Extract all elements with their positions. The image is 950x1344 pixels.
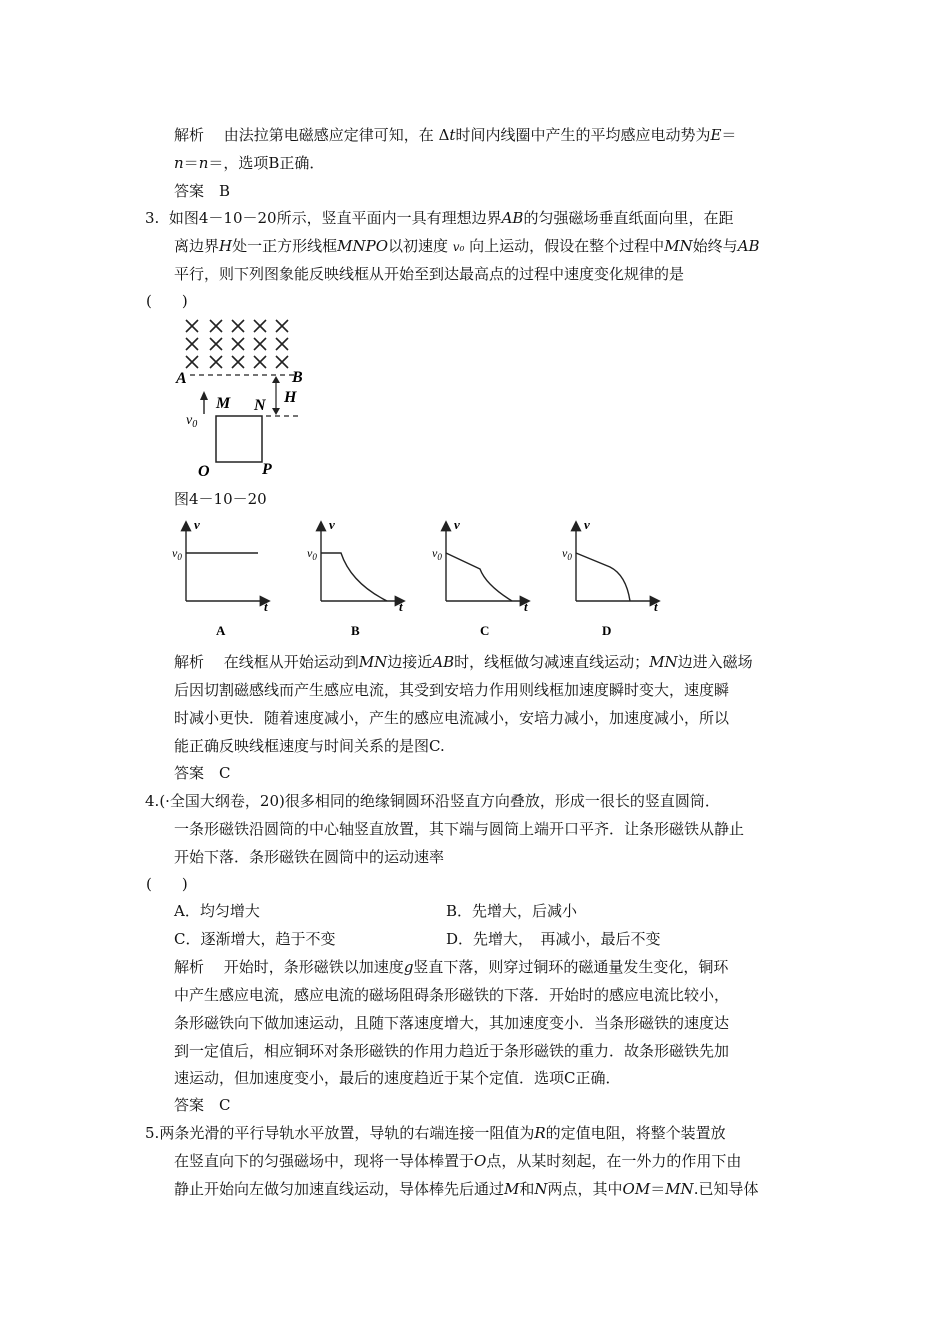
q5-stem-line-2: 在竖直向下的匀强磁场中，现将一导体棒置于O点，从某时刻起，在一外力的作用下由 [174, 1152, 742, 1170]
q4-analysis-line-5: 速运动，但加速度变小，最后的速度趋近于某个定值．选项C正确． [174, 1069, 621, 1087]
label-v0: $v_0$ [186, 413, 198, 430]
q3-stem-line-2: 离边界H处一正方形线框MNPO以初速度 v₀ 向上运动，假设在整个过程中MN始终与AB [174, 237, 760, 255]
q2-analysis-line-2: n＝n＝，选项B正确． [174, 154, 325, 172]
q4-stem-line-1: 4.(·全国大纲卷，20)很多相同的绝缘铜圆环沿竖直方向叠放，形成一很长的竖直圆筒． [145, 792, 720, 810]
option-label-C: C [480, 623, 490, 638]
question-number: 3. [145, 209, 160, 227]
square-loop-MNPO [216, 416, 262, 462]
q3-analysis-line-3: 时减小更快．随着速度减小，产生的感应电流减小，安培力减小，加速度减小，所以 [174, 709, 730, 727]
q3-stem-line-1: 3. 如图4－10－20所示，竖直平面内一具有理想边界AB的匀强磁场垂直纸面向里，在距 [145, 209, 734, 227]
label-B: B [292, 369, 303, 386]
q3-answer: 答案 C [174, 764, 231, 782]
label-P: P [262, 461, 272, 478]
curve-B [321, 553, 387, 601]
option-label-A: A [216, 623, 226, 638]
q4-stem-line-2: 一条形磁铁沿圆筒的中心轴竖直放置，其下端与圆筒上端开口平齐．让条形磁铁从静止 [174, 820, 745, 838]
q4-option-a: A．均匀增大 [174, 902, 260, 920]
q5-stem-line-1: 5.两条光滑的平行导轨水平放置，导轨的右端连接一阻值为R的定值电阻，将整个装置放 [145, 1124, 726, 1142]
svg-text:v0: $v_0$ [172, 546, 182, 562]
option-label-D: D [602, 623, 612, 638]
label-A: A [176, 370, 187, 387]
q5-stem-line-3: 静止开始向左做匀加速直线运动，导体棒先后通过M和N两点，其中OM＝MN.已知导体 [174, 1180, 759, 1198]
svg-text:v0: $v_0$ [562, 546, 572, 562]
q3-analysis-line-1: 解析 在线框从开始运动到MN边接近AB时，线框做匀减速直线运动；MN边进入磁场 [174, 653, 753, 671]
label-H: H [284, 389, 297, 406]
analysis-label: 解析 [174, 126, 205, 144]
svg-text:v0: $v_0$ [307, 546, 317, 562]
figure-caption: 图4－10－20 [174, 490, 267, 508]
graph-A [172, 517, 268, 638]
svg-text:t: t [264, 599, 268, 614]
q4-answer-paren: ( ) [146, 875, 188, 893]
svg-text:v0: $v_0$ [432, 546, 442, 562]
q4-option-b: B．先增大，后减小 [446, 902, 578, 920]
svg-text:v: v [329, 517, 335, 532]
svg-text:v: v [454, 517, 460, 532]
label-N: N [254, 397, 266, 414]
q4-analysis-line-1: 解析 开始时，条形磁铁以加速度g竖直下落，则穿过铜环的磁通量发生变化，铜环 [174, 958, 729, 976]
label-M: M [216, 395, 231, 412]
q3-analysis-line-4: 能正确反映线框速度与时间关系的是图C. [174, 737, 445, 755]
graph-B [307, 517, 403, 638]
label-O: O [198, 463, 210, 480]
q3-analysis-line-2: 后因切割磁感线而产生感应电流，其受到安培力作用则线框加速度瞬时变大，速度瞬 [174, 681, 730, 699]
svg-text:v: v [584, 517, 590, 532]
q4-analysis-line-3: 条形磁铁向下做加速运动，且随下落速度增大，其加速度变小．当条形磁铁的速度达 [174, 1014, 730, 1032]
graph-D [562, 517, 658, 638]
q3-answer-paren: ( ) [146, 292, 188, 310]
q2-answer: 答案 B [174, 182, 231, 200]
q4-answer: 答案 C [174, 1096, 231, 1114]
curve-D [576, 553, 630, 601]
magnetic-field-figure [170, 312, 310, 482]
svg-text:v: v [194, 517, 200, 532]
curve-C [446, 553, 512, 601]
field-crosses [186, 320, 288, 368]
svg-text:t: t [524, 599, 528, 614]
q4-option-d: D．先增大， 再减小，最后不变 [446, 930, 661, 948]
vt-graph-options [160, 515, 680, 645]
q4-analysis-line-2: 中产生感应电流，感应电流的磁场阻碍条形磁铁的下落．开始时的感应电流比较小， [174, 986, 730, 1004]
q3-stem-line-3: 平行，则下列图象能反映线框从开始至到达最高点的过程中速度变化规律的是 [174, 265, 685, 283]
q4-stem-line-3: 开始下落．条形磁铁在圆筒中的运动速率 [174, 848, 445, 866]
svg-text:t: t [654, 599, 658, 614]
q4-analysis-line-4: 到一定值后，相应铜环对条形磁铁的作用力趋近于条形磁铁的重力．故条形磁铁先加 [174, 1042, 730, 1060]
question-number: 4. [145, 792, 160, 810]
svg-text:t: t [399, 599, 403, 614]
graph-C [432, 517, 528, 638]
q2-analysis-line-1: 解析 由法拉第电磁感应定律可知，在 Δt时间内线圈中产生的平均感应电动势为E＝ [174, 126, 737, 144]
option-label-B: B [351, 623, 360, 638]
question-number: 5. [145, 1124, 160, 1142]
q4-option-c: C．逐渐增大，趋于不变 [174, 930, 336, 948]
